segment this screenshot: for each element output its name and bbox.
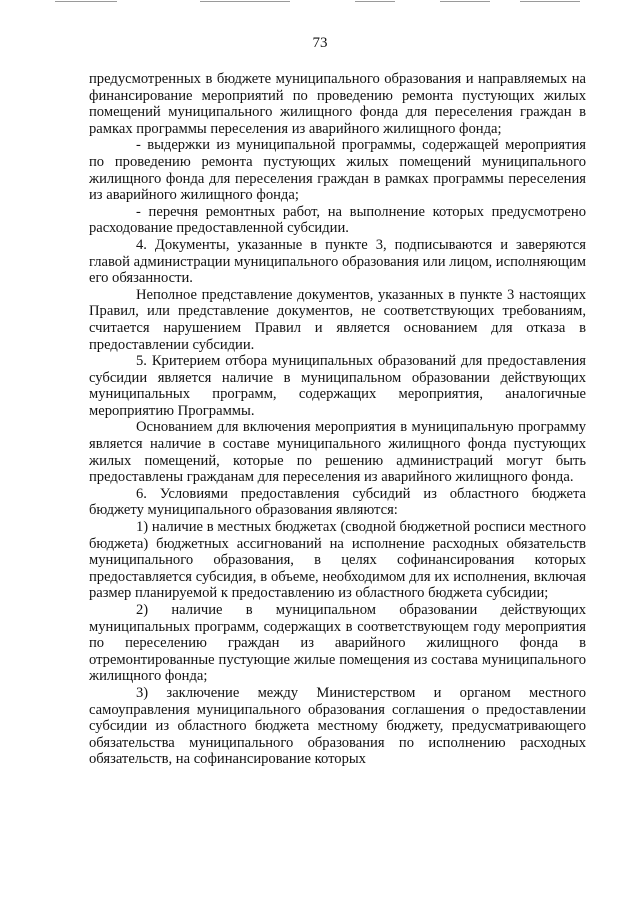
scan-edge-line-1 xyxy=(55,1,117,2)
paragraph: - выдержки из муниципальной программы, содержащей мероприятия по проведению ремонта пустующих жилых помещений муниципального жилищного фонда для переселения граждан в рамках программы переселения из аварийного жилищного фонда; xyxy=(89,137,586,204)
paragraph: 1) наличие в местных бюджетах (сводной бюджетной росписи местного бюджета) бюджетных ассигнований на исполнение расходных обязательств муниципального образования, в целях софинансирования которых предоставляется субсидия, в объеме, необходимом для их исполнения, включая размер планируемой к предоставлению из областного бюджета субсидии; xyxy=(89,519,586,602)
scan-edge-line-3 xyxy=(355,1,395,2)
paragraph: 6. Условиями предоставления субсидий из областного бюджета бюджету муниципального образования являются: xyxy=(89,485,586,519)
paragraph: Основанием для включения мероприятия в муниципальную программу является наличие в составе муниципального жилищного фонда пустующих жилых помещений, которые по решению администраций могут быть предоставлены гражданам для переселения из аварийного жилищного фонда. xyxy=(89,419,586,486)
paragraph: 4. Документы, указанные в пункте 3, подписываются и заверяются главой администрации муниципального образования или лицом, исполняющим его обязанности. xyxy=(89,236,586,287)
scan-edge-line-2 xyxy=(200,1,290,2)
paragraph: - перечня ремонтных работ, на выполнение которых предусмотрено расходование предоставленной субсидии. xyxy=(89,203,586,237)
scan-edge-line-4 xyxy=(440,1,490,2)
paragraph: предусмотренных в бюджете муниципального образования и направляемых на финансирование мероприятий по проведению ремонта пустующих жилых помещений муниципального жилищного фонда для переселения граждан в рамках программы переселения из аварийного жилищного фонда; xyxy=(89,71,586,137)
document-body xyxy=(89,71,586,768)
paragraph: 5. Критерием отбора муниципальных образований для предоставления субсидии является наличие в муниципальном образовании действующих муниципальных программ, содержащих мероприятия, аналогичные мероприятию Программы. xyxy=(89,353,586,419)
paragraph: Неполное представление документов, указанных в пункте 3 настоящих Правил, или представление документов, не соответствующих требованиям, считается нарушением Правил и является основанием для отказа в предоставлении субсидии. xyxy=(89,286,586,353)
paragraph: 3) заключение между Министерством и органом местного самоуправления муниципального образования соглашения о предоставлении субсидии из областного бюджета местному бюджету, предусматривающего обязательства муниципального образования по исполнению расходных обязательств, на софинансирование которых xyxy=(89,684,586,768)
page-number: 73 xyxy=(312,35,328,51)
scan-edge-line-5 xyxy=(520,1,580,2)
paragraph: 2) наличие в муниципальном образовании действующих муниципальных программ, содержащих в соответствующем году мероприятия по переселению граждан из аварийного жилищного фонда в отремонтированные пустующие жилые помещения из состава муниципального жилищного фонда; xyxy=(89,602,586,685)
